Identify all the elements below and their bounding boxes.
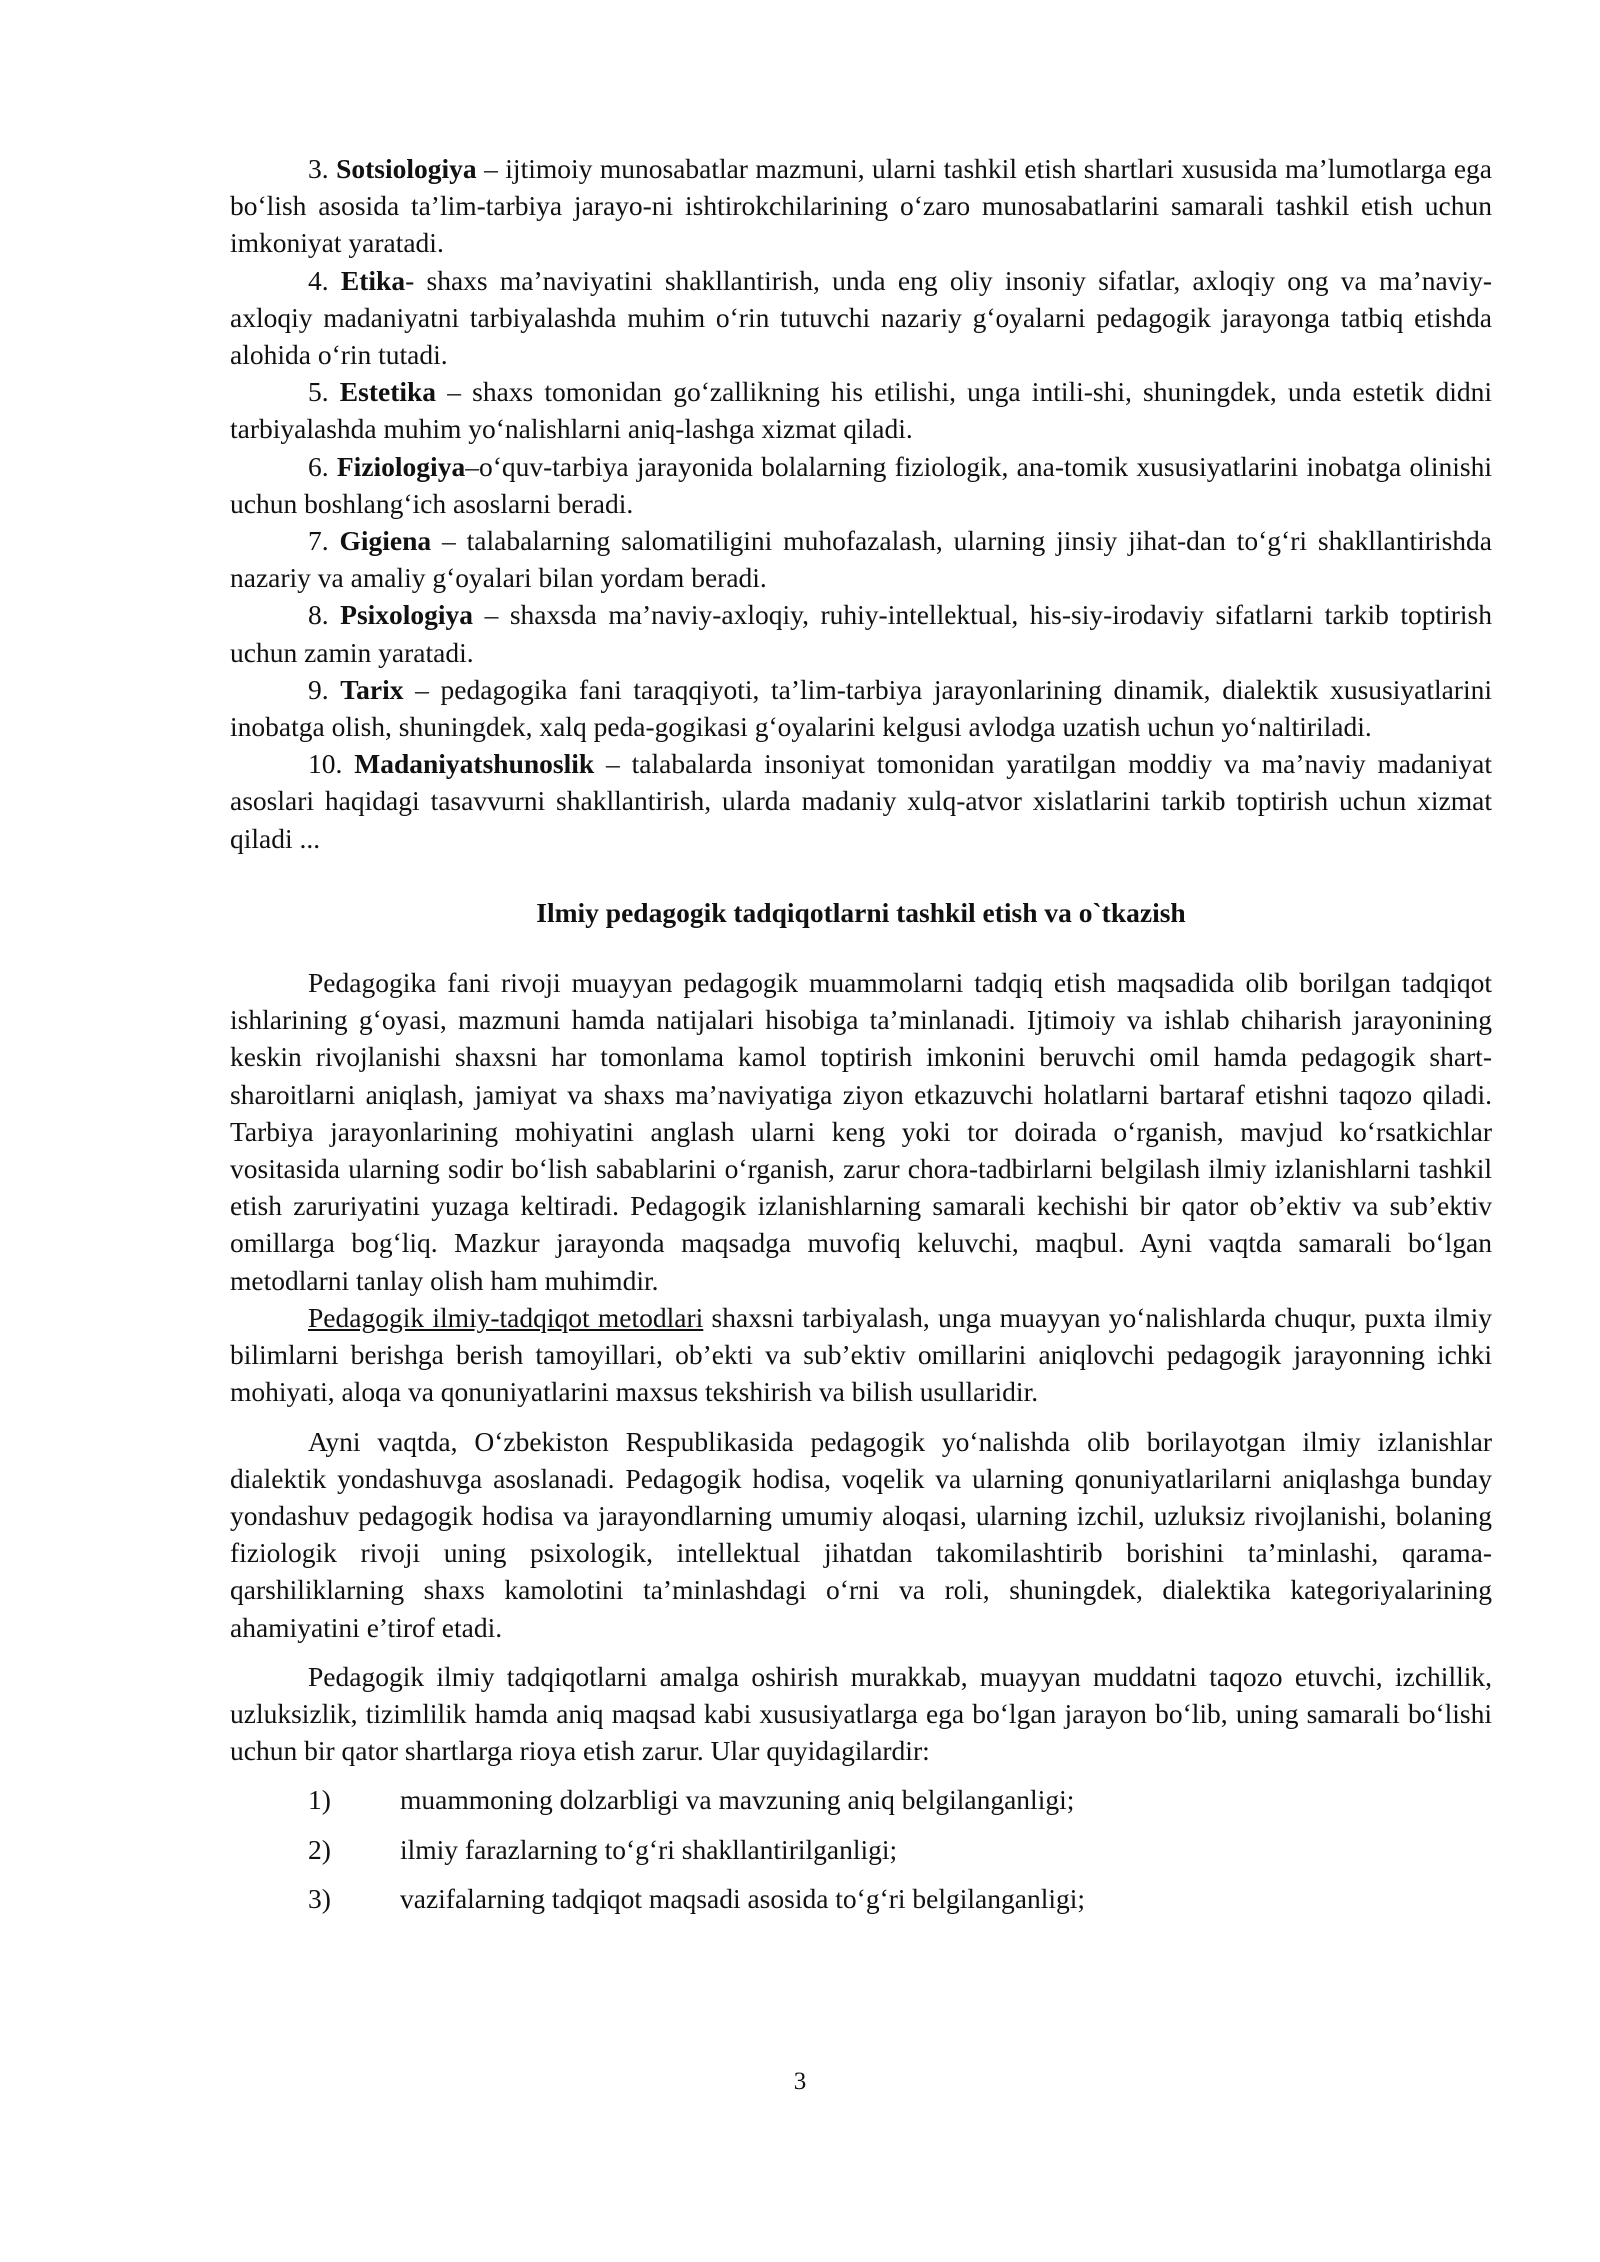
document-page [230,150,1492,1929]
list-item: 2) ilmiy farazlarning to‘g‘ri shakllantirilganligi; [308,1833,898,1865]
section-heading: Ilmiy pedagogik tadqiqotlarni tashkil etish va o`tkazish [536,896,1186,928]
paragraph: Pedagogik ilmiy tadqiqotlarni amalga oshirish murakkab, muayyan muddatni taqozo etuvchi, izchillik, uzluksizlik, tizimlilik hamda aniq maqsad kabi xususiyatlarga ega bo‘lgan jarayon bo‘lib, uning samarali bo‘lishi uchun bir qator shartlarga rioya etish zarur. Ular quyidagilardir: [230,1660,1492,1767]
term: Estetika [339,376,437,408]
term: Tarix [340,673,404,705]
term: Gigiena [339,525,432,557]
list-item: 3) vazifalarning tadqiqot maqsadi asosida to‘g‘ri belgilanganligi; [308,1882,1086,1914]
term: Sotsiologiya [336,153,477,184]
paragraph: Pedagogika fani rivoji muayyan pedagogik muammolarni tadqiq etish maqsadida olib borilgan tadqiqot ishlarining g‘oyasi, mazmuni hamda natijalari hisobiga ta’minlanadi. Ijtimoiy va ishlab chiharish jarayonining keskin rivojlanishi shaxsni har tomonlama kamol toptirish imkonini beruvchi omil hamda pedagogik shart-sharoitlarni aniqlash, jamiyat va shaxs ma’naviyatiga ziyon etkazuvchi holatlarni bartaraf etishni taqozo qiladi. Tarbiya jarayonlarining mohiyatini anglash ularni keng yoki tor doirada o‘rganish, mavjud ko‘rsatkichlar vositasida ularning sodir bo‘lish sabablarini o‘rganish, zarur chora-tadbirlarni belgilash ilmiy izlanishlarni tashkil etish zaruriyatini yuzaga keltiradi. Pedagogik izlanishlarning samarali kechishi bir qator ob’ektiv va sub’ektiv omillarga bog‘liq. Mazkur jarayonda maqsadga muvofiq keluvchi, maqbul. Ayni vaqtda samarali bo‘lgan metodlarni tanlay olish ham muhimdir. [230,967,1492,1296]
term: Madaniyatshunoslik [354,748,595,780]
paragraph: Ayni vaqtda, O‘zbekiston Respublikasida pedagogik yo‘nalishda olib borilayotgan ilmiy izlanishlar dialektik yondashuvga asoslanadi. Pedagogik hodisa, voqelik va ularning qonuniyatlarilarni aniqlashga bunday yondashuv pedagogik hodisa va jarayondlarning umumiy aloqasi, ularning izchil, uzluksiz rivojlanishi, bolaning fiziologik rivoji uning psixologik, intellektual jihatdan takomilashtirib borishini ta’minlashi, qarama-qarshiliklarning shaxs kamolotini ta’minlashdagi o‘rni va roli, shuningdek, dialektika kategoriyalarining ahamiyatini e’tirof etadi. [230,1425,1492,1643]
list-item: 3. Sotsiologiya – ijtimoiy munosabatlar mazmuni, ularni tashkil etish shartlari xususida ma’lumotlarga ega bo‘lish asosida ta’lim-tarbiya jarayo-ni ishtirokchilarining o‘zaro munosabatlarini samarali tashkil etish uchun imkoniyat yaratadi. [230,153,1493,259]
underlined-term: Pedagogik ilmiy-tadqiqot metodlari [308,1301,704,1333]
list-item: 10. Madaniyatshunoslik – talabalarda insoniyat tomonidan yaratilgan moddiy va ma’naviy madaniyat asoslari haqidagi tasavvurni shakllantirish, ularda madaniy xulq-atvor xislatlarini tarkib toptirish uchun xizmat qiladi ... [230,748,1493,854]
numbered-list [230,1781,1492,1917]
list-item: 5. Estetika – shaxs tomonidan go‘zallikning his etilishi, unga intili-shi, shuningdek, unda estetik didni tarbiyalashda muhim yo‘nalishlarni aniq-lashga xizmat qiladi. [230,376,1493,445]
list-item: 1) muammoning dolzarbligi va mavzuning aniq belgilanganligi; [308,1784,1075,1816]
list-item: 7. Gigiena – talabalarning salomatiligini muhofazalash, ularning jinsiy jihat-dan to‘g‘ri shakllantirishda nazariy va amaliy g‘oyalari bilan yordam beradi. [230,525,1493,594]
list-item: 8. Psixologiya – shaxsda ma’naviy-axloqiy, ruhiy-intellektual, his-siy-irodaviy sifatlarni tarkib toptirish uchun zamin yaratadi. [230,599,1493,668]
term: Etika [340,264,406,296]
paragraph: Pedagogik ilmiy-tadqiqot metodlari shaxsni tarbiyalash, unga muayyan yo‘nalishlarda chuqur, puxta ilmiy bilimlarni berishga berish tamoyillari, ob’ekti va sub’ektiv omillarini aniqlovchi pedagogik jarayonning ichki mohiyati, aloqa va qonuniyatlarini maxsus tekshirish va bilish usullaridir. [230,1301,1492,1408]
list-item: 6. Fiziologiya–o‘quv-tarbiya jarayonida bolalarning fiziologik, ana-tomik xususiyatlarini inobatga olinishi uchun boshlang‘ich asoslarni beradi. [230,450,1493,519]
list-item: 4. Etika- shaxs ma’naviyatini shakllantirish, unda eng oliy insoniy sifatlar, axloqiy ong va ma’naviy-axloqiy madaniyatni tarbiyalashda muhim o‘rin tutuvchi nazariy g‘oyalarni pedagogik jarayonga tatbiq etishda alohida o‘rin tutadi. [230,264,1493,371]
term: Psixologiya [340,599,474,631]
term: Fiziologiya [336,450,466,482]
list-item: 9. Tarix – pedagogika fani taraqqiyoti, ta’lim-tarbiya jarayonlarining dinamik, dialektik xususiyatlarini inobatga olish, shuningdek, xalq peda-gogikasi g‘oyalarini kelgusi avlodga uzatish uchun yo‘naltiriladi. [230,673,1492,743]
page-number: 3 [793,2068,807,2095]
